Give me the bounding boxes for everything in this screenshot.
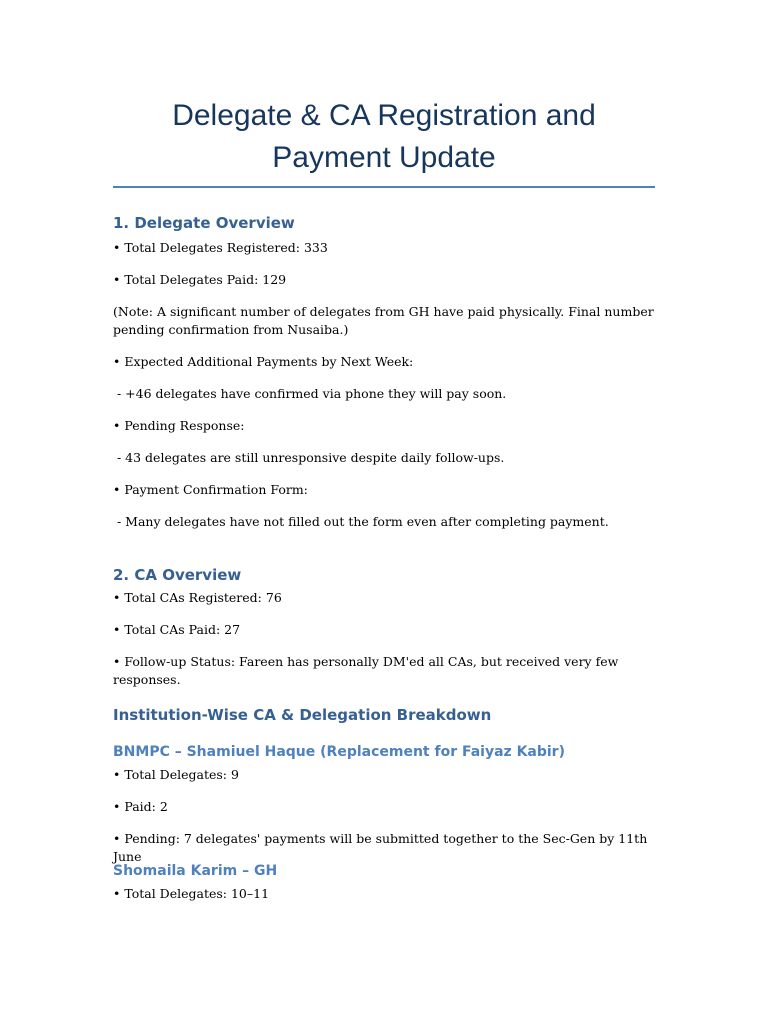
- subheading-gh: Shomaila Karim – GH: [113, 863, 278, 879]
- line-gh-total-delegates: • Total Delegates: 10–11: [113, 886, 270, 901]
- section-heading-ca-overview: 2. CA Overview: [113, 566, 242, 584]
- line-unresponsive-delegates: - 43 delegates are still unresponsive despite daily follow-ups.: [113, 450, 505, 465]
- line-pending-response: • Pending Response:: [113, 418, 245, 433]
- line-expected-additional-payments: • Expected Additional Payments by Next Week:: [113, 354, 414, 369]
- line-confirmed-via-phone: - +46 delegates have confirmed via phone they will pay soon.: [113, 386, 507, 401]
- line-bnmpc-paid: • Paid: 2: [113, 799, 168, 814]
- line-follow-up-status: • Follow-up Status: Fareen has personally DM'ed all CAs, but received very few responses.: [113, 654, 623, 687]
- line-bnmpc-pending: • Pending: 7 delegates' payments will be submitted together to the Sec-Gen by 11th June: [113, 831, 652, 864]
- document-title: [113, 95, 655, 179]
- section-heading-institution-breakdown: Institution-Wise CA & Delegation Breakdown: [113, 706, 492, 724]
- line-bnmpc-total-delegates: • Total Delegates: 9: [113, 767, 239, 782]
- title-line-1: Delegate & CA Registration and: [172, 99, 596, 132]
- line-note-gh-payments: (Note: A significant number of delegates from GH have paid physically. Final number pending confirmation from Nusaiba.): [113, 304, 658, 337]
- line-total-cas-registered: • Total CAs Registered: 76: [113, 590, 282, 605]
- document-page: [113, 0, 655, 188]
- line-total-delegates-registered: • Total Delegates Registered: 333: [113, 240, 328, 255]
- line-total-cas-paid: • Total CAs Paid: 27: [113, 622, 241, 637]
- line-form-not-filled: - Many delegates have not filled out the form even after completing payment.: [113, 514, 609, 529]
- subheading-bnmpc: BNMPC – Shamiuel Haque (Replacement for Faiyaz Kabir): [113, 744, 565, 760]
- section-heading-delegate-overview: 1. Delegate Overview: [113, 214, 295, 232]
- title-line-2: Payment Update: [272, 141, 496, 174]
- line-total-delegates-paid: • Total Delegates Paid: 129: [113, 272, 287, 287]
- title-divider: [113, 186, 655, 188]
- line-payment-confirmation-form: • Payment Confirmation Form:: [113, 482, 308, 497]
